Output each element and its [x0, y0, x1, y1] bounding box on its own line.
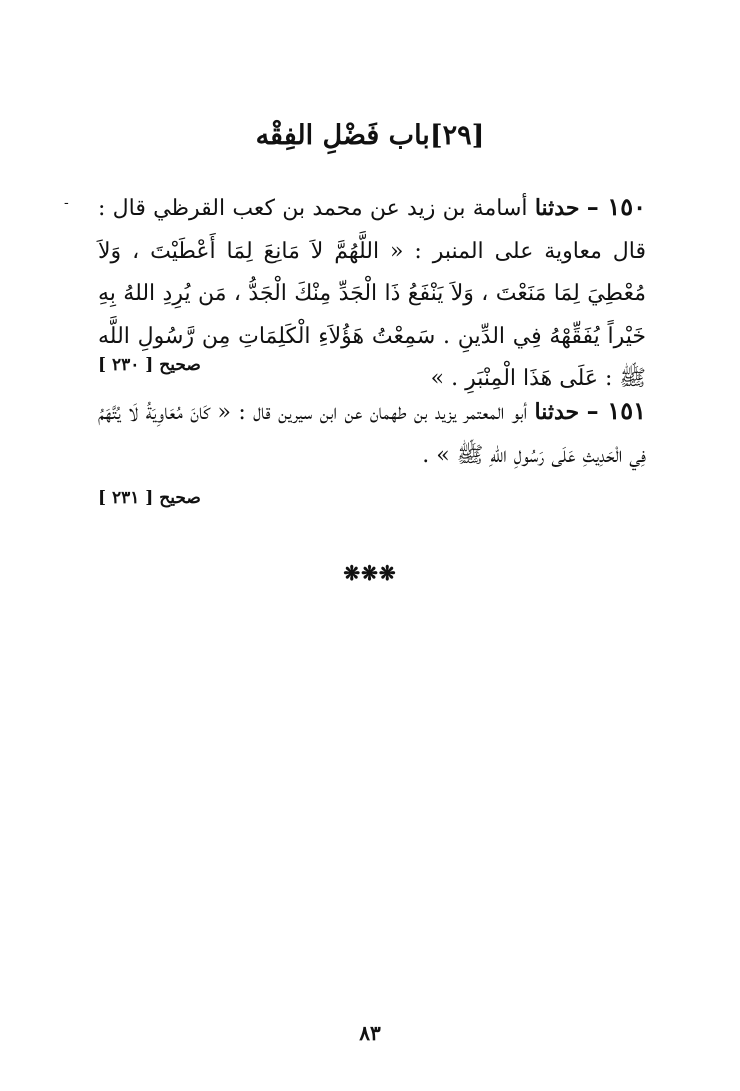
grade-label: صحيح [ ٢٣٠ ] [98, 355, 201, 375]
hadith-number: ١٥١ – [586, 396, 646, 425]
hadith-text: أسامة بن زيد عن محمد بن كعب القرظي قال : قال معاوية على المنبر : « اللَّهُمَّ لاَ مَانِعَ لِمَا أَعْطَيْتَ ، وَلاَ مُعْطِيَ لِمَا مَنَعْتَ ، وَلاَ يَنْفَعُ ذَا الْجَدِّ مِنْكَ الْجَدُّ ، مَن يُرِدِ اللهُ بِهِ خَيْراً يُفَقِّهْهُ فِي الدِّينِ . سَمِعْتُ هَؤُلاَءِ الْكَلِمَاتِ مِن رَّسُولِ اللَّه ﷺ : عَلَى هَذَا الْمِنْبَرِ . » [98, 196, 646, 391]
hadith-number: ١٥٠ – [586, 192, 646, 221]
hadith-grade [98, 486, 646, 510]
hadith-text: أبو المعتمر يزيد بن طهمان عن ابن سيرين قال : « كَانَ مُعَاوِيَةُ لَا يُتَّهَمُ فِي الْحَدِيثِ عَلَى رَسُولِ اللهِ ﷺ » . [98, 400, 646, 468]
page-number: ٨٣ [359, 1021, 381, 1045]
hadith-151 [98, 390, 646, 477]
hadith-narration-verb: حدثنا [534, 399, 580, 425]
chapter-title: [٢٩]باب فَضْلِ الفِقْه [255, 120, 485, 151]
hadith-narration-verb: حدثنا [534, 195, 580, 221]
section-separator: ❋❋❋ [343, 561, 397, 585]
margin-mark: - [64, 195, 69, 211]
hadith-grade [98, 353, 646, 377]
grade-label: صحيح [ ٢٣١ ] [98, 488, 201, 508]
